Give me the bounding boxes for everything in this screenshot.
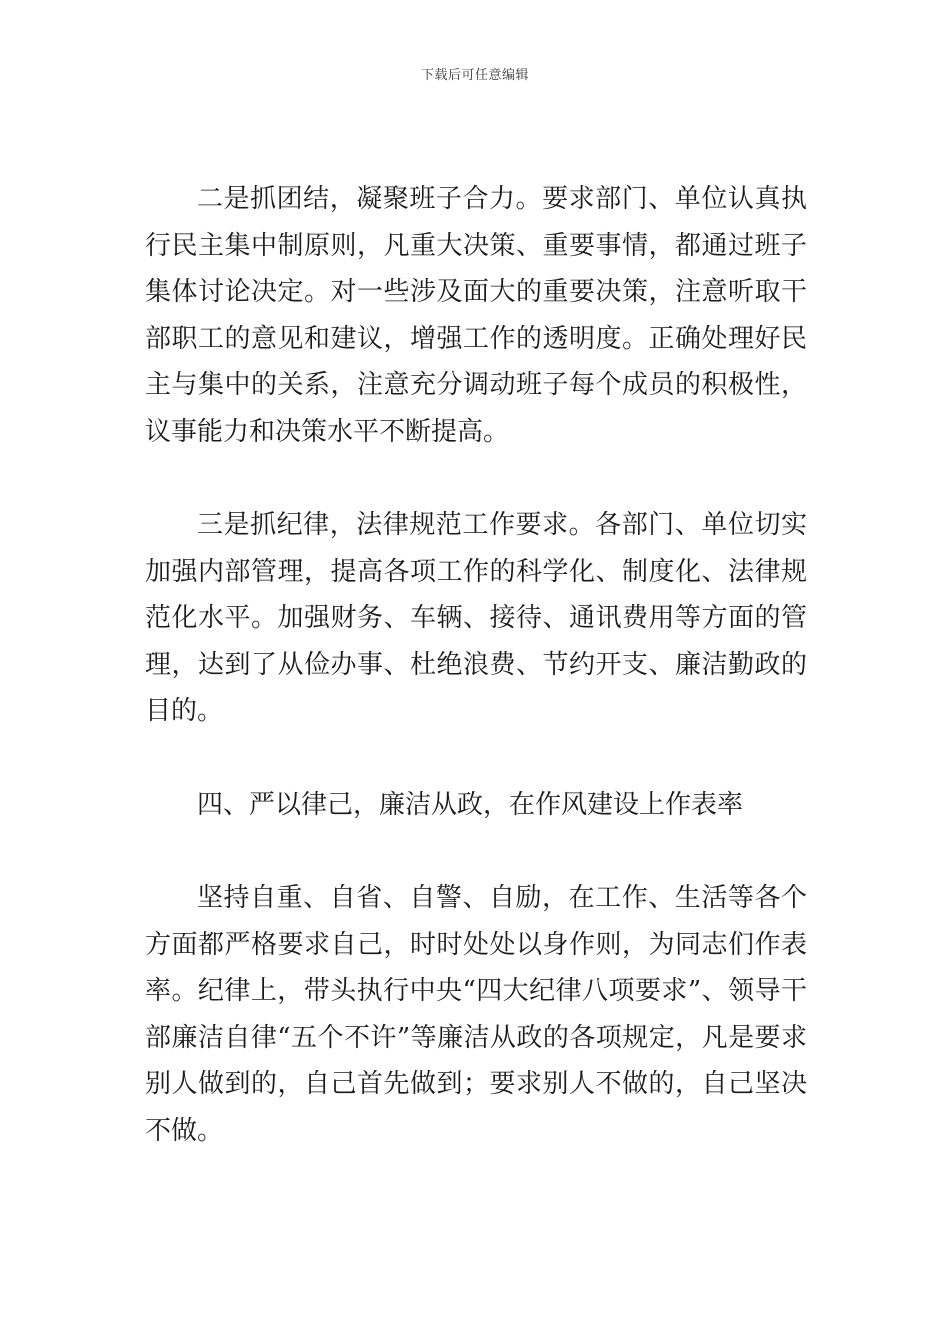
paragraph-unity: 二是抓团结，凝聚班子合力。要求部门、单位认真执行民主集中制原则，凡重大决策、重要事情，都通过班子集体讨论决定。对一些涉及面大的重要决策，注意听取干部职工的意见和建议，增强工作的透明度。正确处理好民主与集中的关系，注意充分调动班子每个成员的积极性，议事能力和决策水平不断提高。 [145,184,807,447]
document-body [145,176,807,1154]
paragraph-discipline: 三是抓纪律，法律规范工作要求。各部门、单位切实加强内部管理，提高各项工作的科学化、制度化、法律规范化水平。加强财务、车辆、接待、通讯费用等方面的管理，达到了从俭办事、杜绝浪费、节约开支、廉洁勤政的目的。 [145,510,807,726]
header-note: 下载后可任意编辑 [420,68,529,83]
paragraph-self-discipline: 坚持自重、自省、自警、自励，在工作、生活等各个方面都严格要求自己，时时处处以身作则，为同志们作表率。纪律上，带头执行中央“四大纪律八项要求”、领导干部廉洁自律“五个不许”等廉洁从政的各项规定，凡是要求别人做到的，自己首先做到；要求别人不做的，自己坚决不做。 [145,883,807,1146]
section-heading: 四、严以律己，廉洁从政，在作风建设上作表率 [197,789,744,820]
